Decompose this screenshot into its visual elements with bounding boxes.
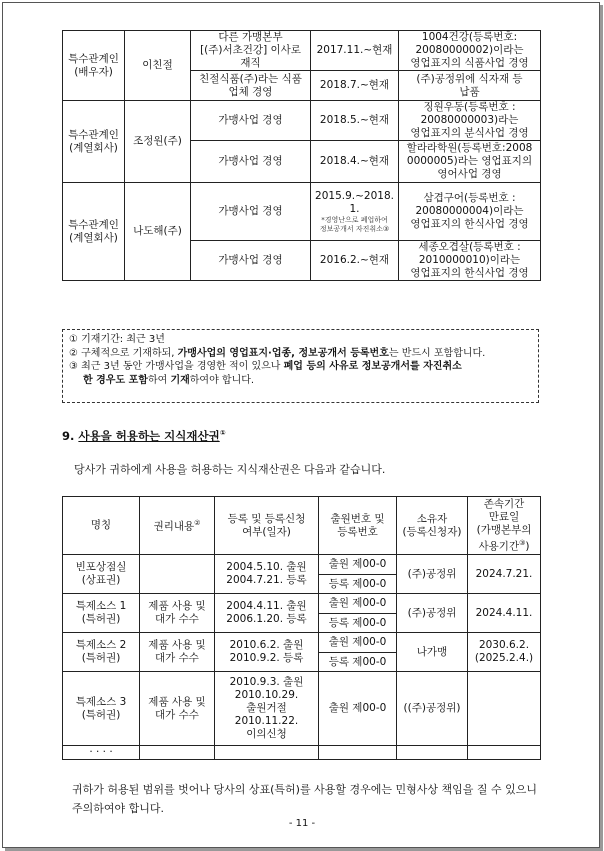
- note-3: ③ 최근 3년 동안 가맹사업을 경영한 적이 있으나 폐업 등의 사유로 정보공개서를 자진취소: [69, 361, 462, 372]
- ip-registration-number: 등록 제00-0: [319, 575, 397, 594]
- party-name-cell: 조정원(주): [125, 101, 191, 183]
- detail-cell: 1004건강(등록번호: 20080000002)이라는 영업표지의 식품사업 경영: [399, 31, 541, 71]
- ip-date-cell: 2010.9.3. 출원 2010.10.29. 출원거절 2010.11.22. 이의신청: [215, 672, 319, 746]
- period-text: 2018.5.~현재: [319, 114, 390, 126]
- ip-rights-table: [62, 496, 541, 760]
- detail-cell: (주)공정위에 식자재 등 납품: [399, 71, 541, 101]
- ip-name-cell: 빈포상점실 (상표권): [63, 555, 140, 594]
- ip-application-number: 출원 제00-0: [319, 555, 397, 575]
- page-number: - 11 -: [288, 818, 316, 829]
- period-note: *경영난으로 폐업하여 정보공개서 자진취소③: [319, 215, 390, 233]
- period-cell: [311, 101, 399, 141]
- ip-date-cell: 2004.5.10. 출원 2004.7.21. 등록: [215, 555, 319, 594]
- period-text: 2017.11.~현재: [316, 44, 393, 56]
- period-cell: [311, 183, 399, 241]
- ip-expiry-cell: [468, 672, 541, 746]
- empty-cell: [215, 746, 319, 760]
- detail-cell: 징원우동(등록번호 : 20080000003)라는 영업표지의 분식사업 경영: [399, 101, 541, 141]
- ip-owner-cell: 나가맹: [397, 633, 468, 672]
- ip-row: [63, 555, 541, 575]
- ip-application-number: 출원 제00-0: [319, 594, 397, 614]
- ip-registration-number: 등록 제00-0: [319, 614, 397, 633]
- ellipsis-cell: · · · ·: [63, 746, 140, 760]
- related-party-row: [63, 183, 541, 241]
- header-expiry: 존속기간 만료일 (가맹본부의 사용기간③): [468, 497, 541, 555]
- relation-cell: 특수관계인 (계열회사): [63, 183, 125, 281]
- ip-owner-cell: ((주)공정위): [397, 672, 468, 746]
- section-intro: 당사가 귀하에게 사용을 허용하는 지식재산권은 다음과 같습니다.: [74, 463, 386, 476]
- business-cell: 가맹사업 경영: [191, 141, 311, 183]
- ip-name-cell: 특제소스 2 (특허권): [63, 633, 140, 672]
- ip-name-cell: 특제소스 1 (특허권): [63, 594, 140, 633]
- empty-cell: [397, 746, 468, 760]
- period-cell: [311, 141, 399, 183]
- ip-expiry-cell: 2024.7.21.: [468, 555, 541, 594]
- header-row: [63, 497, 541, 555]
- ip-registration-number: 등록 제00-0: [319, 653, 397, 672]
- header-owner: 소유자 (등록신청자): [397, 497, 468, 555]
- header-content: 권리내용②: [140, 497, 215, 555]
- ip-row: [63, 672, 541, 746]
- ip-content-cell: 제품 사용 및 대가 수수: [140, 672, 215, 746]
- period-text: 2015.9.~2018. 1.: [315, 189, 394, 215]
- ip-date-cell: 2010.6.2. 출원 2010.9.2. 등록: [215, 633, 319, 672]
- period-cell: [311, 241, 399, 281]
- related-party-row: [63, 31, 541, 71]
- period-text: 2018.4.~현재: [319, 155, 390, 167]
- closing-paragraph: 귀하가 허용된 범위를 벗어나 당사의 상표(특허)를 사용할 경우에는 민형사상 책임을 질 수 있으니 주의하여야 합니다.: [72, 783, 537, 815]
- period-cell: [311, 71, 399, 101]
- ip-content-cell: 제품 사용 및 대가 수수: [140, 594, 215, 633]
- ip-row: [63, 633, 541, 653]
- ip-name-cell: 특제소스 3 (특허권): [63, 672, 140, 746]
- header-date: 등록 및 등록신청 여부(일자): [215, 497, 319, 555]
- notes-box: [62, 329, 539, 403]
- note-1: ① 기재기간: 최근 3년: [69, 334, 165, 345]
- ellipsis-row: [63, 746, 541, 760]
- period-text: 2018.7.~현재: [319, 79, 390, 91]
- header-number: 출원번호 및 등록번호: [319, 497, 397, 555]
- business-cell: 다른 가맹본부 [(주)서초건강] 이사로 재직: [191, 31, 311, 71]
- detail-cell: 삼겹구어(등록번호 : 20080000004)이라는 영업표지의 한식사업 경영: [399, 183, 541, 241]
- ip-owner-cell: (주)공정위: [397, 555, 468, 594]
- related-party-row: [63, 101, 541, 141]
- detail-cell: 할라라학원(등록번호:2008 0000005)라는 영업표지의 영어사업 경영: [399, 141, 541, 183]
- empty-cell: [140, 746, 215, 760]
- empty-cell: [468, 746, 541, 760]
- ip-content-cell: 제품 사용 및 대가 수수: [140, 633, 215, 672]
- period-text: 2016.2.~현재: [319, 254, 390, 266]
- note-2: ② 구체적으로 기재하되, 가맹사업의 영업표지·업종, 정보공개서 등록번호는 반드시 포함합니다.: [69, 347, 486, 359]
- business-cell: 가맹사업 경영: [191, 241, 311, 281]
- section-heading: 9. 사용을 허용하는 지식재산권①: [62, 429, 226, 443]
- business-cell: 가맹사업 경영: [191, 101, 311, 141]
- party-name-cell: 이친절: [125, 31, 191, 101]
- ip-row: [63, 594, 541, 614]
- header-name: 명칭: [63, 497, 140, 555]
- ip-content-cell: [140, 555, 215, 594]
- ip-date-cell: 2004.4.11. 출원 2006.1.20. 등록: [215, 594, 319, 633]
- detail-cell: 세종오겹살(등록번호 : 2010000010)이라는 영업표지의 한식사업 경영: [399, 241, 541, 281]
- ip-expiry-cell: 2030.6.2. (2025.2.4.): [468, 633, 541, 672]
- ip-expiry-cell: 2024.4.11.: [468, 594, 541, 633]
- related-party-table: [62, 30, 541, 281]
- relation-cell: 특수관계인 (계열회사): [63, 101, 125, 183]
- ip-application-number: 출원 제00-0: [319, 672, 397, 746]
- ip-application-number: 출원 제00-0: [319, 633, 397, 653]
- note-3-cont: 한 경우도 포함하여 기재하여야 합니다.: [83, 374, 255, 386]
- period-cell: [311, 31, 399, 71]
- party-name-cell: 나도해(주): [125, 183, 191, 281]
- business-cell: 친절식품(주)라는 식품 업체 경영: [191, 71, 311, 101]
- ip-owner-cell: (주)공정위: [397, 594, 468, 633]
- business-cell: 가맹사업 경영: [191, 183, 311, 241]
- empty-cell: [319, 746, 397, 760]
- relation-cell: 특수관계인 (배우자): [63, 31, 125, 101]
